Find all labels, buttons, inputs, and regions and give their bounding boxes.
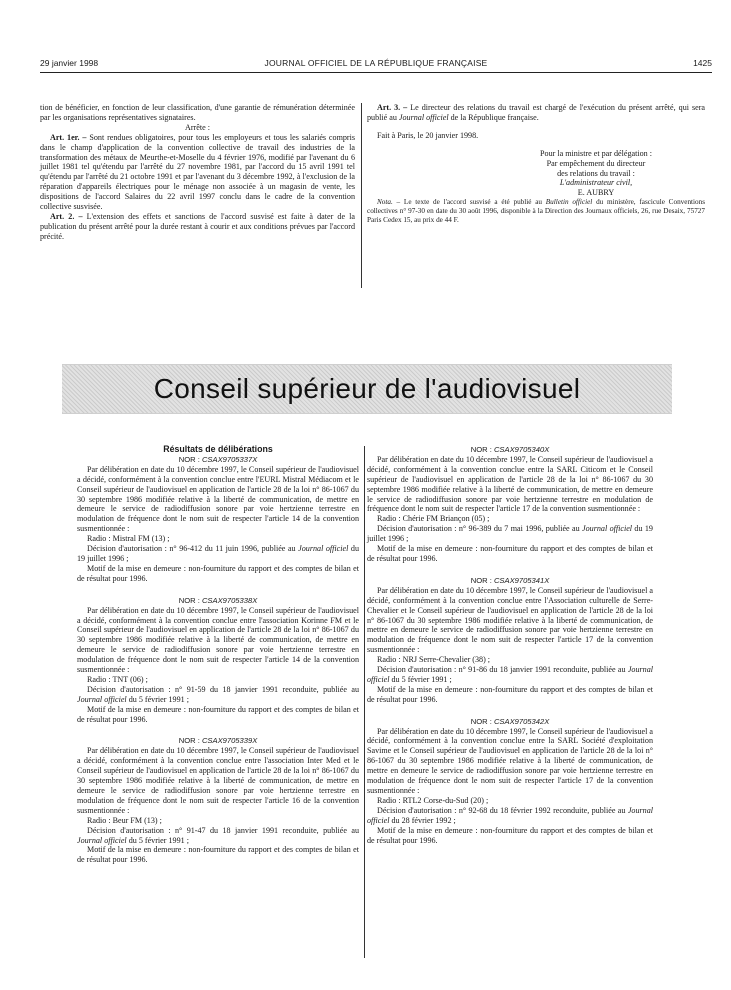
nor-reference: [367, 445, 653, 455]
nor-prefix: NOR :: [470, 445, 494, 454]
column-divider: [364, 446, 365, 958]
decision-text: Décision d'autorisation : n° 92-68 du 18 février 1992 reconduite, publiée au: [377, 805, 628, 815]
nota-label: Nota.: [377, 198, 393, 207]
signature-line: Par empêchement du directeur: [546, 158, 646, 168]
decision-line: [77, 544, 359, 564]
motif-line: Motif de la mise en demeure : non-fourniture du rapport et des comptes de bilan et de résultat pour 1996.: [367, 684, 653, 704]
decision-date: du 19 juillet 1996 ;: [367, 524, 653, 544]
top-left-column: [40, 103, 355, 242]
article-2: [40, 212, 355, 242]
journal-officiel-ref: Journal officiel: [298, 544, 349, 554]
decision-text: Décision d'autorisation : n° 91-59 du 18 janvier 1991 reconduite, publiée au: [87, 684, 359, 694]
header-journal-title: JOURNAL OFFICIEL DE LA RÉPUBLIQUE FRANÇAISE: [264, 58, 488, 68]
signature-name: E. AUBRY: [577, 188, 615, 198]
journal-officiel-ref: Journal officiel: [77, 694, 127, 704]
nor-prefix: NOR :: [470, 575, 494, 585]
nor-prefix: NOR :: [178, 736, 202, 746]
motif-line: Motif de la mise en demeure : non-fourniture du rapport et des comptes de bilan et de résultat pour 1996.: [77, 563, 359, 583]
deliberation-text: Par délibération en date du 10 décembre 1997, le Conseil supérieur de l'audiovisuel a décidé, conformément à la convention conclue entre l'association Inter Med et le Conseil supérieur de l'audiovisuel en application de l'article 28 de la loi n° 86-1067 du 30 septembre 1986 modifiée relative à la liberté de communication, de mettre en demeure le service de radiodiffusion sonore par voie hertzienne terrestre en modulation de fréquence dont le nom suit de respecter l'article 16 de la convention susmentionnée :: [77, 746, 359, 815]
paragraph: tion de bénéficier, en fonction de leur classification, d'une garantie de rémunération déterminée par les organisations représentatives signataires.: [40, 103, 355, 122]
header-rule: [40, 72, 712, 73]
motif-line: Motif de la mise en demeure : non-fourniture du rapport et des comptes de bilan et de résultat pour 1996.: [367, 825, 653, 845]
deliberation-text: Par délibération en date du 10 décembre 1997, le Conseil supérieur de l'audiovisuel a décidé, conformément à la convention conclue entre la SARL Citicom et le Conseil supérieur de l'audiovisuel en application de l'article 28 de la loi n° 86-1067 du 30 septembre 1986 modifiée relative à la liberté de communication, de mettre en demeure le service de radiodiffusion sonore par voie hertzienne terrestre en modulation de fréquence dont le nom suit de respecter l'article 17 de la convention susmentionnée :: [367, 454, 653, 514]
decision-line: [367, 665, 653, 685]
left-blocks: [77, 455, 359, 865]
deliberation-block: [77, 736, 359, 865]
article-1-label: Art. 1er. –: [50, 132, 87, 142]
radio-line: Radio : Beur FM (13) ;: [87, 815, 162, 825]
deliberation-block: [367, 445, 653, 564]
nor-reference: [77, 596, 359, 606]
deliberation-block: [77, 455, 359, 584]
top-right-column: [367, 103, 705, 225]
decision-date: du 5 février 1991 ;: [126, 835, 189, 845]
decision-date: du 28 février 1992 ;: [389, 815, 456, 825]
banner-title: Conseil supérieur de l'audiovisuel: [153, 373, 581, 404]
article-3-text: Le directeur des relations du travail est chargé de l'exécution du présent arrêté, qui sera publié au: [367, 103, 705, 122]
nor-code: CSAX9705338X: [201, 595, 258, 605]
nor-prefix: NOR :: [178, 454, 202, 464]
nor-reference: [367, 576, 653, 586]
motif-line: Motif de la mise en demeure : non-fourniture du rapport et des comptes de bilan et de résultat pour 1996.: [77, 704, 359, 724]
decision-line: [367, 806, 653, 826]
article-3-label: Art. 3. –: [377, 103, 408, 112]
radio-line: Radio : Mistral FM (13) ;: [87, 534, 170, 544]
deliberations-right-column: [367, 445, 653, 857]
header-page-number: 1425: [693, 58, 712, 68]
decision-text: Décision d'autorisation : n° 96-412 du 11 juin 1996, publiée au: [87, 544, 299, 554]
nor-reference: [77, 736, 359, 746]
nor-code: CSAX9705337X: [201, 454, 258, 464]
article-2-label: Art. 2. –: [50, 211, 83, 221]
motif-line: Motif de la mise en demeure : non-fourniture du rapport et des comptes de bilan et de résultat pour 1996.: [77, 845, 359, 865]
decision-date: du 5 février 1991 ;: [389, 674, 452, 684]
journal-officiel-ref: Journal officiel: [582, 524, 633, 534]
article-3-text-end: de la République française.: [448, 112, 539, 122]
journal-officiel-ref: Journal officiel: [77, 835, 127, 845]
radio-line: Radio : NRJ Serre-Chevalier (38) ;: [377, 655, 491, 665]
article-1-text: Sont rendues obligatoires, pour tous les employeurs et tous les salariés compris dans le champ d'application de la convention collective de travail des industries de la transformation des métaux de Meurthe-et-Moselle du 4 février 1976, modifié par l'avenant du 6 juillet 1981 tel qu'étendu par l'arrêté du 27 novembre 1981, par l'accord du 15 avril 1991 tel qu'étendu par l'arrêté du 21 octobre 1991 et par l'avenant du 3 décembre 1992, à l'exclusion de la réparation d'appareils électriques pour le ménage non associée à un magasin de vente, les dispositions de l'accord Salaires du 22 avril 1997 conclu dans le cadre de la convention collective susvisée.: [40, 132, 356, 212]
article-3: [367, 103, 705, 123]
article-1: [40, 133, 355, 212]
signature-title: L'administrateur civil,: [559, 178, 633, 188]
journal-officiel-ref: Journal officiel: [398, 112, 449, 122]
motif-line: Motif de la mise en demeure : non-fourniture du rapport et des comptes de bilan et de résultat pour 1996.: [367, 544, 653, 563]
deliberation-text: Par délibération en date du 10 décembre 1997, le Conseil supérieur de l'audiovisuel a décidé, conformément à la convention conclue entre l'Association culturelle de Serre-Chevalier et le Conseil supérieur de l'audiovisuel en application de l'article 28 de la loi n° 86-1067 du 30 septembre 1986 modifiée relative à la liberté de communication, de mettre en demeure le service de radiodiffusion sonore par voie hertzienne terrestre en modulation de fréquence dont le nom suit de respecter l'article 17 de la convention susmentionnée :: [367, 585, 653, 655]
decision-text: Décision d'autorisation : n° 91-86 du 18 janvier 1991 reconduite, publiée au: [377, 665, 628, 675]
deliberation-text: Par délibération en date du 10 décembre 1997, le Conseil supérieur de l'audiovisuel a décidé, conformément à la convention conclue entre l'EURL Mistral Médiacom et le Conseil supérieur de l'audiovisuel en application de l'article 28 de la loi n° 86-1067 du 30 septembre 1986 modifiée relative à la liberté de communication, de mettre en demeure le service de radiodiffusion sonore par voie hertzienne terrestre en modulation de fréquence dont le nom suit de respecter l'article 14 de la convention susmentionnée :: [77, 464, 359, 534]
column-divider: [361, 103, 362, 288]
nor-code: CSAX9705342X: [493, 716, 550, 726]
radio-line: Radio : Chérie FM Briançon (05) ;: [377, 514, 490, 524]
signature-block: [487, 149, 705, 199]
nota-text: – Le texte de l'accord susvisé a été publié au: [392, 198, 546, 207]
nota-text-end: du ministère, fascicule Conventions collectives n° 97-30 en date du 30 août 1996, disponible à la Direction des Journaux officiels, 26, rue Desaix, 75727 Paris Cedex 15, au prix de 44 F.: [367, 198, 706, 224]
nor-prefix: NOR :: [178, 595, 202, 605]
right-blocks: [367, 445, 653, 845]
deliberation-block: [367, 576, 653, 705]
page-header: [40, 58, 712, 72]
journal-officiel-ref: Journal officiel: [367, 805, 653, 825]
radio-line: Radio : TNT (06) ;: [87, 674, 148, 684]
decision-line: [77, 685, 359, 705]
bulletin-officiel-ref: Bulletin officiel: [545, 198, 593, 207]
nor-reference: [367, 717, 653, 727]
decision-text: Décision d'autorisation : n° 96-389 du 7 mai 1996, publiée au: [377, 524, 583, 534]
decision-line: [367, 524, 653, 544]
header-date: 29 janvier 1998: [40, 58, 99, 68]
decision-text: Décision d'autorisation : n° 91-47 du 18 janvier 1991 reconduite, publiée au: [87, 825, 359, 835]
deliberation-text: Par délibération en date du 10 décembre 1997, le Conseil supérieur de l'audiovisuel a décidé, conformément à la convention conclue entre l'association Korinne FM et le Conseil supérieur de l'audiovisuel en application de l'article 28 de la loi n° 86-1067 du 30 septembre 1986 modifiée relative à la liberté de communication, de mettre en demeure le service de radiodiffusion sonore par voie hertzienne terrestre en modulation de fréquence dont le nom suit de respecter l'article 14 de la convention susmentionnée :: [77, 605, 359, 675]
journal-officiel-ref: Journal officiel: [367, 665, 653, 684]
article-2-text: L'extension des effets et sanctions de l'accord susvisé est faite à dater de la publication du présent arrêté pour la durée restant à courir et aux conditions prévues par l'accord précité.: [40, 211, 355, 241]
deliberation-block: [367, 717, 653, 846]
radio-line: Radio : RTL2 Corse-du-Sud (20) ;: [377, 795, 489, 805]
decision-date: du 19 juillet 1996 ;: [77, 544, 359, 563]
deliberation-block: [77, 596, 359, 725]
signature-line: [487, 178, 705, 188]
deliberation-text: Par délibération en date du 10 décembre 1997, le Conseil supérieur de l'audiovisuel a décidé, conformément à la convention conclue entre la SARL Société d'exploitation Savime et le Conseil supérieur de l'audiovisuel en application de l'article 28 de la loi n° 86-1067 du 30 septembre 1986 modifiée relative à la liberté de communication, de mettre en demeure le service de radiodiffusion sonore par voie hertzienne terrestre en modulation de fréquence dont le nom suit de respecter l'article 17 de la convention susmentionnée :: [367, 726, 653, 795]
section-banner: [62, 364, 672, 414]
fait-a-paris: Fait à Paris, le 20 janvier 1998.: [377, 130, 479, 140]
decision-date: du 5 février 1991 ;: [126, 694, 189, 704]
decision-line: [77, 826, 359, 846]
nor-code: CSAX9705339X: [201, 736, 258, 746]
signature-line: Pour la ministre et par délégation :: [540, 148, 652, 158]
nota-note: [367, 198, 705, 224]
deliberations-left-column: [77, 445, 359, 877]
arrete-heading: Arrête :: [185, 122, 210, 132]
signature-line: des relations du travail :: [557, 168, 635, 178]
nor-code: CSAX9705340X: [493, 445, 550, 454]
section-title: Résultats de délibérations: [163, 444, 273, 454]
nor-prefix: NOR :: [470, 716, 494, 726]
nor-code: CSAX9705341X: [493, 575, 550, 585]
nor-reference: [77, 455, 359, 465]
